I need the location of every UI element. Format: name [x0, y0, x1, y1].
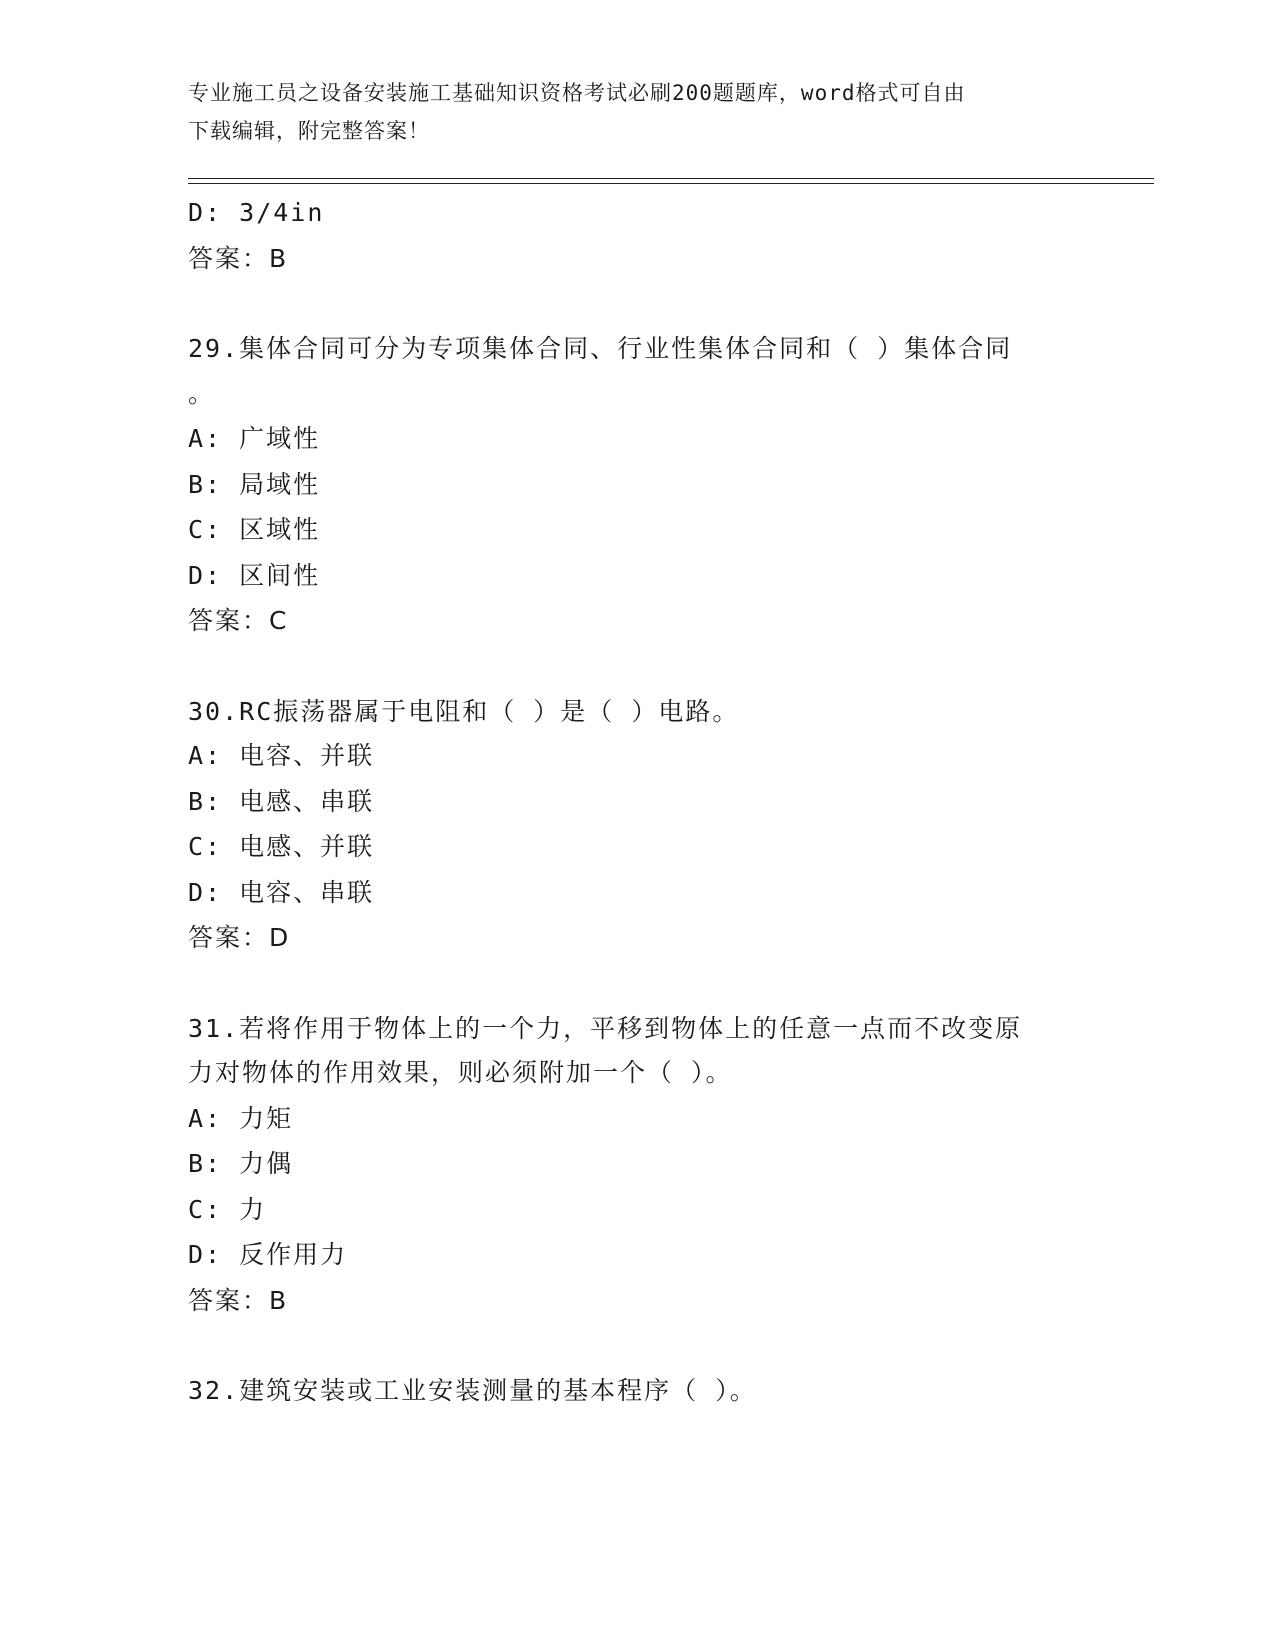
option-d: D: 电容、串联	[188, 877, 375, 907]
option-c: C: 电感、并联	[188, 832, 375, 861]
question-31	[188, 1005, 1068, 1324]
answer-line: 答案：B	[188, 1285, 289, 1315]
option-a: A: 广域性	[188, 424, 321, 453]
option-b: B: 局域性	[188, 469, 321, 499]
option-d: D: 3/4in	[188, 198, 325, 227]
header-line-2: 下载编辑，附完整答案！	[188, 119, 430, 143]
previous-question-tail	[188, 190, 1068, 281]
question-text-continued: 。	[188, 378, 216, 408]
answer-line: 答案：C	[188, 606, 289, 635]
answer-line: 答案：B	[188, 243, 289, 273]
question-list	[188, 190, 1068, 1413]
answer-line: 答案：D	[188, 923, 291, 952]
question-text: 31.若将作用于物体上的一个力，平移到物体上的任意一点而不改变原	[188, 1013, 1023, 1043]
option-c: C: 区域性	[188, 515, 321, 544]
question-32	[188, 1367, 1068, 1413]
option-b: B: 力偶	[188, 1149, 294, 1178]
question-text: 32.建筑安装或工业安装测量的基本程序（ ）。	[188, 1376, 757, 1405]
option-a: A: 力矩	[188, 1103, 294, 1133]
option-d: D: 反作用力	[188, 1240, 348, 1269]
question-29	[188, 325, 1068, 644]
question-text: 30.RC振荡器属于电阻和（ ）是（ ）电路。	[188, 696, 740, 726]
question-30	[188, 688, 1068, 961]
option-c: C: 力	[188, 1194, 267, 1224]
option-b: B: 电感、串联	[188, 786, 375, 816]
option-a: A: 电容、并联	[188, 741, 375, 770]
header-divider-top	[188, 178, 1154, 179]
header-line-1: 专业施工员之设备安装施工基础知识资格考试必刷200题题库，word格式可自由	[188, 81, 966, 105]
question-text-continued: 力对物体的作用效果，则必须附加一个（ ）。	[188, 1058, 733, 1087]
question-text: 29.集体合同可分为专项集体合同、行业性集体合同和（ ）集体合同	[188, 334, 1013, 363]
option-d: D: 区间性	[188, 560, 321, 590]
header-divider-bottom	[188, 183, 1154, 184]
document-header	[188, 74, 1068, 150]
